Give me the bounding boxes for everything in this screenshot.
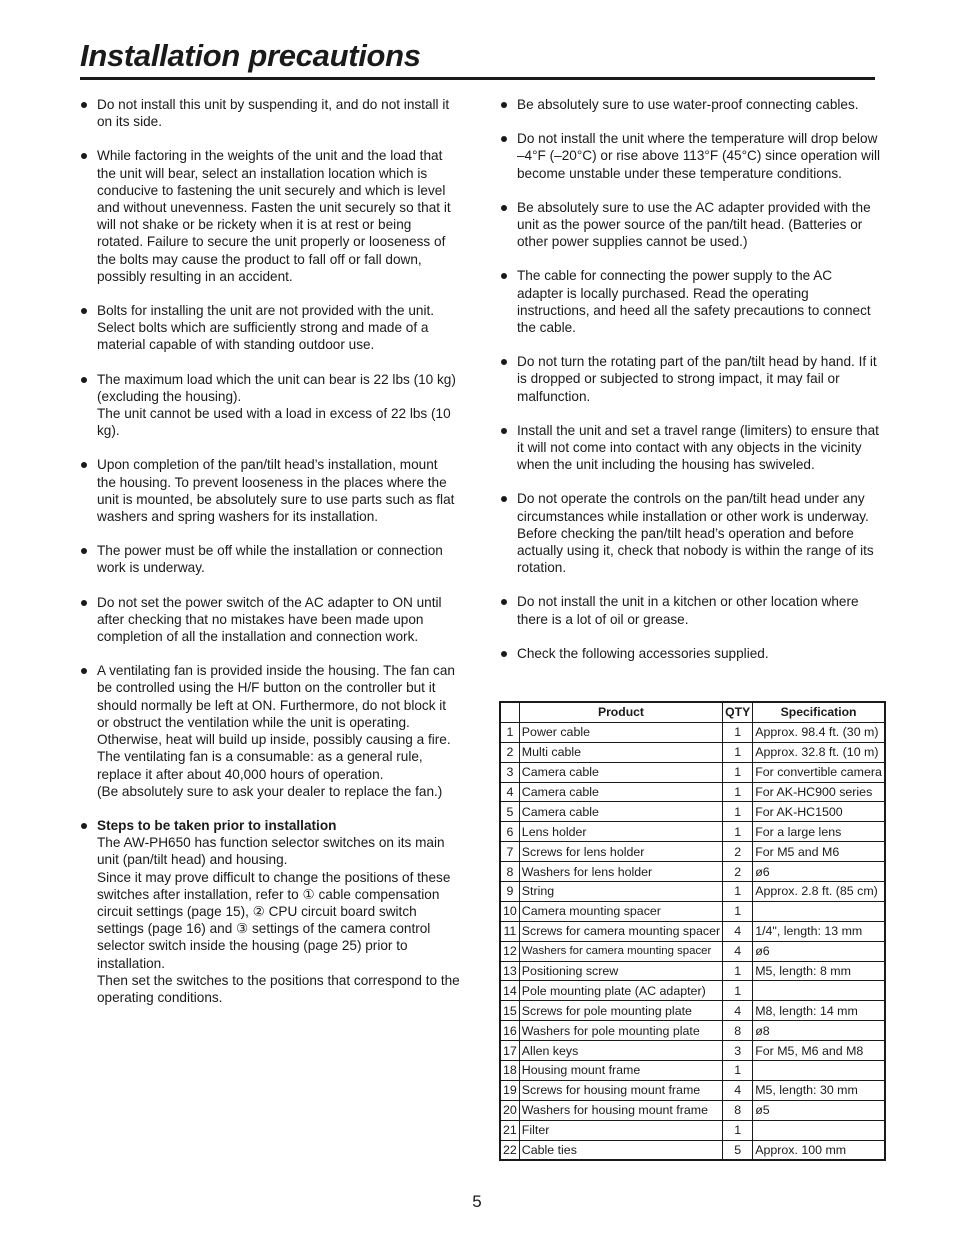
product-cell: Camera cable: [519, 802, 722, 822]
item-number-cell: 12: [500, 941, 519, 961]
precaution-item: [500, 353, 880, 405]
bullet-icon: [501, 136, 507, 142]
qty-cell: 1: [723, 762, 753, 782]
bullet-icon: [501, 205, 507, 211]
qty-cell: 1: [723, 782, 753, 802]
specification-cell: ø8: [753, 1021, 885, 1041]
item-number-cell: 2: [500, 742, 519, 762]
table-row: [500, 901, 885, 921]
precaution-text: Do not turn the rotating part of the pan/tilt head by hand. If it is dropped or subjected to strong impact, it may fail or malfunction.: [517, 354, 877, 404]
specification-cell: ø5: [753, 1100, 885, 1120]
precaution-item: [500, 593, 880, 627]
product-cell: Washers for pole mounting plate: [519, 1021, 722, 1041]
bullet-icon: [81, 823, 87, 829]
bullet-icon: [501, 428, 507, 434]
bullet-icon: [81, 668, 87, 674]
table-row: [500, 862, 885, 882]
item-number-cell: 16: [500, 1021, 519, 1041]
item-number-cell: 14: [500, 981, 519, 1001]
specification-cell: Approx. 2.8 ft. (85 cm): [753, 882, 885, 902]
qty-cell: 1: [723, 822, 753, 842]
table-row: [500, 722, 885, 742]
item-number-cell: 5: [500, 802, 519, 822]
qty-cell: 4: [723, 941, 753, 961]
table-row: [500, 822, 885, 842]
left-precautions-list: [80, 96, 460, 1023]
section-heading: Steps to be taken prior to installation: [97, 817, 337, 833]
product-cell: Screws for housing mount frame: [519, 1080, 722, 1100]
precaution-item: [80, 456, 460, 525]
precaution-text: Install the unit and set a travel range (limiters) to ensure that it will not come into contact with any objects in the vicinity when the unit including the housing has swiveled.: [517, 422, 879, 473]
table-row: [500, 1100, 885, 1120]
bullet-icon: [81, 377, 87, 383]
precaution-text: Before checking the pan/tilt head’s operation and before actually using it, check that nobody is within the range of its rotation.: [517, 525, 874, 576]
table-row: [500, 802, 885, 822]
page-number: 5: [472, 1192, 482, 1211]
qty-cell: 3: [723, 1041, 753, 1061]
table-row: [500, 921, 885, 941]
qty-cell: 1: [723, 1061, 753, 1081]
bullet-icon: [501, 359, 507, 365]
precaution-item: [80, 542, 460, 576]
bullet-icon: [501, 273, 507, 279]
table-row: [500, 742, 885, 762]
table-row: [500, 1140, 885, 1160]
header-specification: Specification: [753, 702, 885, 722]
table-row: [500, 1061, 885, 1081]
precaution-text: While factoring in the weights of the unit and the load that the unit will bear, select an installation location which is conducive to fastening the unit securely and which is level and without unevenness. Fasten the unit securely so that it will not shake or be rickety when it is at rest or being rotated. Failure to secure the unit properly or looseness of the bolts may cause the product to fall off or fall down, possibly resulting in an accident.: [97, 148, 451, 284]
precaution-item: [80, 96, 460, 130]
precaution-text: The power must be off while the installation or connection work is underway.: [97, 543, 443, 576]
precaution-text: Bolts for installing the unit are not provided with the unit. Select bolts which are sufficiently strong and made of a material capable of with standing outdoor use.: [97, 303, 435, 353]
table-header-row: [500, 702, 885, 722]
item-number-cell: 20: [500, 1100, 519, 1120]
item-number-cell: 22: [500, 1140, 519, 1160]
specification-cell: Approx. 98.4 ft. (30 m): [753, 722, 885, 742]
table-row: [500, 762, 885, 782]
qty-cell: 4: [723, 1080, 753, 1100]
specification-cell: M5, length: 8 mm: [753, 961, 885, 981]
precaution-text: Then set the switches to the positions that correspond to the operating conditions.: [97, 972, 460, 1005]
precaution-text: The unit cannot be used with a load in excess of 22 lbs (10 kg).: [97, 406, 451, 439]
precaution-text: Since it may prove difficult to change the positions of these switches after installation, refer to ① cable compensation circuit settings (page 15), ② CPU circuit board switch settings (page 16) and ③ settings of the camera control selector switch inside the housing (page 25) prior to installation.: [97, 869, 451, 971]
table-row: [500, 961, 885, 981]
accessories-table: [499, 701, 886, 1161]
specification-cell: 1/4", length: 13 mm: [753, 921, 885, 941]
bullet-icon: [81, 548, 87, 554]
specification-cell: ø6: [753, 941, 885, 961]
precaution-text: Upon completion of the pan/tilt head’s installation, mount the housing. To prevent looseness in the places where the unit is mounted, be absolutely sure to use parts such as flat washers and spring washers for its installation.: [97, 457, 455, 525]
product-cell: Camera cable: [519, 762, 722, 782]
qty-cell: 5: [723, 1140, 753, 1160]
header-number: [500, 702, 519, 722]
specification-cell: M8, length: 14 mm: [753, 1001, 885, 1021]
qty-cell: 1: [723, 901, 753, 921]
precaution-text: Do not install this unit by suspending it, and do not install it on its side.: [97, 97, 450, 130]
precaution-text: The cable for connecting the power supply to the AC adapter is locally purchased. Read the operating instructions, and heed all the safety precautions to connect the cable.: [517, 268, 871, 336]
qty-cell: 8: [723, 1021, 753, 1041]
item-number-cell: 6: [500, 822, 519, 842]
precaution-text: Be absolutely sure to use water-proof connecting cables.: [517, 97, 859, 112]
bullet-icon: [501, 651, 507, 657]
bullet-icon: [81, 308, 87, 314]
table-row: [500, 782, 885, 802]
table-row: [500, 1120, 885, 1140]
specification-cell: ø6: [753, 862, 885, 882]
precaution-item: [500, 267, 880, 336]
precaution-item: [80, 302, 460, 354]
specification-cell: [753, 1061, 885, 1081]
specification-cell: For AK-HC900 series: [753, 782, 885, 802]
precaution-text: The maximum load which the unit can bear is 22 lbs (10 kg) (excluding the housing).: [97, 371, 456, 404]
product-cell: Screws for lens holder: [519, 842, 722, 862]
qty-cell: 4: [723, 921, 753, 941]
precaution-item: [500, 422, 880, 474]
product-cell: Camera mounting spacer: [519, 901, 722, 921]
precaution-text: A ventilating fan is provided inside the housing. The fan can be controlled using the H/F button on the controller but it should normally be left at ON. Furthermore, do not block it or obstruct the ventilation while the unit is operating. Otherwise, heat will build up inside, possibly causing a fire. The ventilating fan is a consumable: as a general rule, replace it after about 40,000 hours of operation.: [97, 663, 455, 782]
item-number-cell: 15: [500, 1001, 519, 1021]
specification-cell: For M5, M6 and M8: [753, 1041, 885, 1061]
item-number-cell: 7: [500, 842, 519, 862]
bullet-icon: [81, 153, 87, 159]
header-qty: QTY: [723, 702, 753, 722]
qty-cell: 1: [723, 1120, 753, 1140]
precaution-text: Do not set the power switch of the AC adapter to ON until after checking that no mistakes have been made upon completion of all the installation and connection work.: [97, 594, 442, 645]
specification-cell: For M5 and M6: [753, 842, 885, 862]
precaution-item: [500, 490, 880, 576]
product-cell: Washers for camera mounting spacer: [519, 941, 722, 961]
item-number-cell: 4: [500, 782, 519, 802]
bullet-icon: [81, 462, 87, 468]
item-number-cell: 19: [500, 1080, 519, 1100]
header-product: Product: [519, 702, 722, 722]
specification-cell: [753, 901, 885, 921]
table-row: [500, 941, 885, 961]
precaution-text: The AW-PH650 has function selector switches on its main unit (pan/tilt head) and housing.: [97, 835, 445, 868]
precaution-item: [80, 817, 460, 1006]
precaution-item: [500, 96, 880, 113]
precaution-item: [80, 662, 460, 800]
bullet-icon: [501, 599, 507, 605]
precaution-item: [500, 645, 880, 662]
qty-cell: 2: [723, 842, 753, 862]
qty-cell: 2: [723, 862, 753, 882]
product-cell: Multi cable: [519, 742, 722, 762]
qty-cell: 1: [723, 981, 753, 1001]
table-row: [500, 842, 885, 862]
specification-cell: For a large lens: [753, 822, 885, 842]
specification-cell: For AK-HC1500: [753, 802, 885, 822]
product-cell: Pole mounting plate (AC adapter): [519, 981, 722, 1001]
precaution-text: Do not operate the controls on the pan/tilt head under any circumstances while installation or other work is underway.: [517, 491, 869, 524]
precaution-text: Do not install the unit where the temperature will drop below –4°F (–20°C) or rise above 113°F (45°C) since operation will become unstable under these temperature conditions.: [517, 131, 881, 181]
qty-cell: 1: [723, 722, 753, 742]
item-number-cell: 17: [500, 1041, 519, 1061]
product-cell: Housing mount frame: [519, 1061, 722, 1081]
specification-cell: [753, 1120, 885, 1140]
product-cell: Screws for camera mounting spacer: [519, 921, 722, 941]
item-number-cell: 21: [500, 1120, 519, 1140]
product-cell: Power cable: [519, 722, 722, 742]
specification-cell: For convertible camera: [753, 762, 885, 782]
precaution-text: (Be absolutely sure to ask your dealer to replace the fan.): [97, 783, 443, 799]
product-cell: Cable ties: [519, 1140, 722, 1160]
product-cell: String: [519, 882, 722, 902]
bullet-icon: [81, 102, 87, 108]
product-cell: Lens holder: [519, 822, 722, 842]
product-cell: Filter: [519, 1120, 722, 1140]
item-number-cell: 18: [500, 1061, 519, 1081]
qty-cell: 1: [723, 961, 753, 981]
precaution-item: [500, 130, 880, 182]
title-rule: [80, 77, 875, 80]
item-number-cell: 9: [500, 882, 519, 902]
product-cell: Washers for housing mount frame: [519, 1100, 722, 1120]
product-cell: Screws for pole mounting plate: [519, 1001, 722, 1021]
item-number-cell: 11: [500, 921, 519, 941]
precaution-text: Do not install the unit in a kitchen or other location where there is a lot of oil or grease.: [517, 594, 859, 627]
table-row: [500, 1041, 885, 1061]
qty-cell: 1: [723, 802, 753, 822]
item-number-cell: 13: [500, 961, 519, 981]
bullet-icon: [501, 102, 507, 108]
item-number-cell: 1: [500, 722, 519, 742]
table-row: [500, 882, 885, 902]
table-row: [500, 981, 885, 1001]
bullet-icon: [81, 600, 87, 606]
right-precautions-list: [500, 96, 880, 679]
specification-cell: M5, length: 30 mm: [753, 1080, 885, 1100]
bullet-icon: [501, 496, 507, 502]
table-row: [500, 1001, 885, 1021]
product-cell: Washers for lens holder: [519, 862, 722, 882]
table-body: [500, 722, 885, 1160]
product-cell: Positioning screw: [519, 961, 722, 981]
table-row: [500, 1080, 885, 1100]
table-row: [500, 1021, 885, 1041]
qty-cell: 1: [723, 742, 753, 762]
specification-cell: Approx. 100 mm: [753, 1140, 885, 1160]
specification-cell: [753, 981, 885, 1001]
precaution-text: Check the following accessories supplied.: [517, 645, 769, 661]
qty-cell: 8: [723, 1100, 753, 1120]
item-number-cell: 10: [500, 901, 519, 921]
precaution-text: Be absolutely sure to use the AC adapter provided with the unit as the power source of the pan/tilt head. (Batteries or other power supplies cannot be used.): [517, 199, 871, 250]
qty-cell: 4: [723, 1001, 753, 1021]
precaution-item: [500, 199, 880, 251]
product-cell: Camera cable: [519, 782, 722, 802]
page-title: Installation precautions: [80, 38, 421, 73]
item-number-cell: 8: [500, 862, 519, 882]
precaution-item: [80, 371, 460, 440]
precaution-item: [80, 147, 460, 285]
qty-cell: 1: [723, 882, 753, 902]
item-number-cell: 3: [500, 762, 519, 782]
precaution-item: [80, 594, 460, 646]
specification-cell: Approx. 32.8 ft. (10 m): [753, 742, 885, 762]
product-cell: Allen keys: [519, 1041, 722, 1061]
